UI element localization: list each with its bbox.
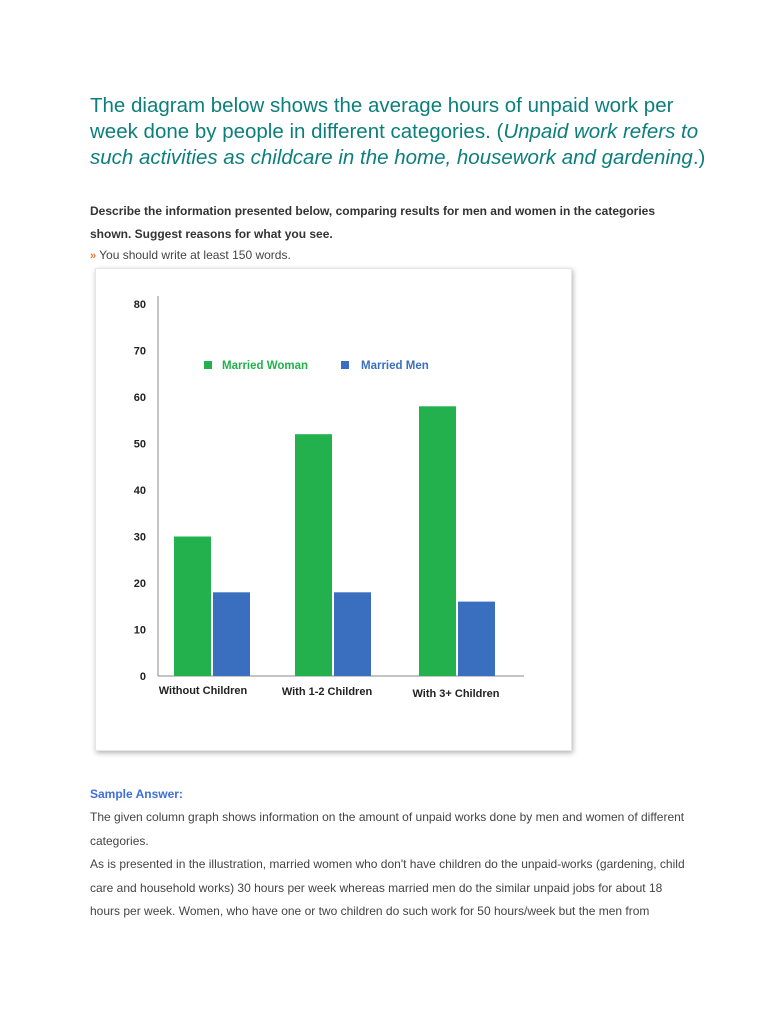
y-tick-label: 20 <box>133 578 146 590</box>
y-tick-label: 0 <box>139 671 146 683</box>
word-count-note <box>90 248 291 262</box>
bar <box>174 537 211 677</box>
heading-italic: Unpaid work refers to such activities as childcare in the home, housework and gardening <box>90 120 699 169</box>
bar <box>213 592 250 676</box>
y-tick-label: 80 <box>133 299 146 311</box>
task-instructions: Describe the information presented below, comparing results for men and women in the categories shown. Suggest reasons for what you see. <box>90 204 656 241</box>
bar <box>419 406 456 676</box>
legend-label: Married Woman <box>222 360 309 372</box>
legend-swatch <box>204 361 212 369</box>
y-tick-label: 70 <box>133 345 146 358</box>
bar-chart <box>96 269 571 750</box>
y-tick-label: 30 <box>133 531 146 544</box>
heading-text: The diagram below shows the average hours of unpaid work per week done by people in different categories. ( <box>90 94 674 143</box>
x-category-label: With 1-2 Children <box>281 686 373 698</box>
y-tick-label: 10 <box>133 624 146 637</box>
sample-answer-title: Sample Answer: <box>90 787 183 801</box>
bar <box>295 434 332 676</box>
double-arrow-icon: » <box>90 250 97 262</box>
x-category-label: With 3+ Children <box>412 688 500 700</box>
y-tick-label: 60 <box>133 392 146 404</box>
answer-paragraph: As is presented in the illustration, married women who don't have children do the unpaid-works (gardening, child care and household works) 30 hours per week whereas married men do the similar unpaid jobs for about 18 hours per week. Women, who have one or two children do such work for 50 hours/week but the men from <box>90 857 685 918</box>
sample-answer-body <box>90 806 690 924</box>
y-tick-label: 40 <box>133 485 146 497</box>
x-category-label: Without Children <box>158 685 248 697</box>
heading-close: .) <box>692 146 706 169</box>
y-tick-label: 50 <box>133 438 146 451</box>
bar <box>334 592 371 676</box>
answer-paragraph: The given column graph shows information on the amount of unpaid works done by men and women of different categories. <box>90 810 685 848</box>
bar <box>458 602 495 676</box>
question-heading <box>90 93 710 171</box>
legend-swatch <box>341 361 349 369</box>
word-count-text: You should write at least 150 words. <box>99 248 291 262</box>
chart-frame <box>95 268 572 751</box>
legend-label: Married Men <box>361 360 429 372</box>
